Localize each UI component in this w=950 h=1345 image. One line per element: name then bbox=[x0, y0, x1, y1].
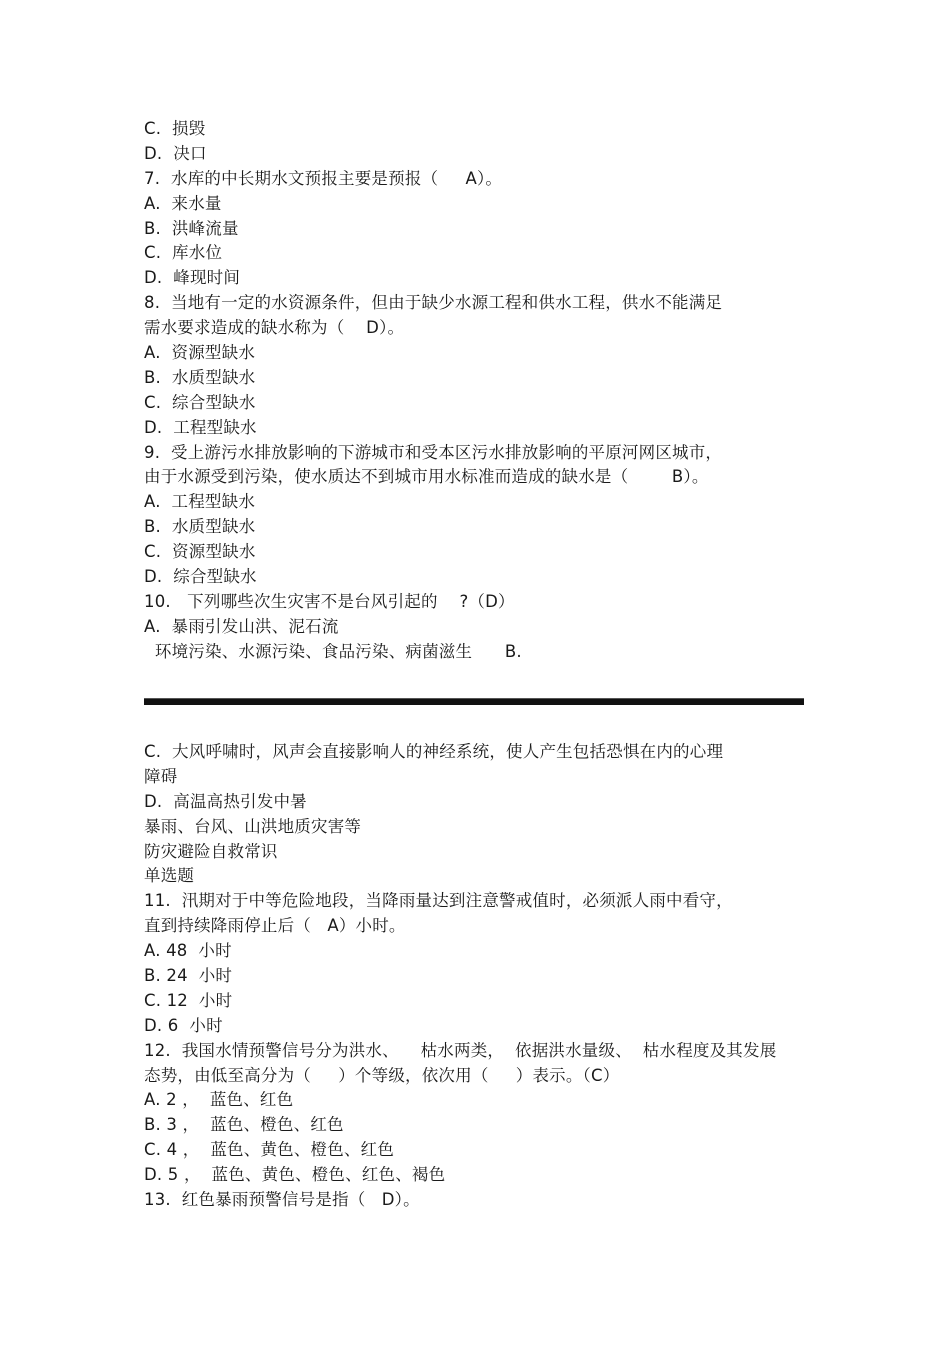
text-line: A. 来水量 bbox=[144, 193, 222, 213]
text-line: D. 5 ， 蓝色、黄色、橙色、红色、褐色 bbox=[144, 1165, 446, 1185]
text-line: D. 工程型缺水 bbox=[144, 417, 257, 437]
text-line: B. 洪峰流量 bbox=[144, 218, 239, 238]
text-line: 暴雨、台风、山洪地质灾害等 bbox=[144, 816, 362, 836]
text-line: 环境污染、水源污染、食品污染、病菌滋生 B. bbox=[144, 641, 522, 661]
text-line: C. 大风呼啸时，风声会直接影响人的神经系统，使人产生包括恐惧在内的心理 bbox=[144, 742, 724, 761]
text-line: C. 4 ， 蓝色、黄色、橙色、红色 bbox=[144, 1140, 395, 1160]
text-line: 12. 我国水情预警信号分为洪水、 枯水两类， 依据洪水量级、 枯水程度及其发展 bbox=[144, 1040, 777, 1060]
text-line: C. 资源型缺水 bbox=[144, 542, 256, 562]
text-line: 需水要求造成的缺水称为（ D）。 bbox=[144, 318, 405, 338]
question-block-upper bbox=[144, 117, 824, 665]
question-block-lower bbox=[144, 740, 824, 1213]
text-line: D. 决口 bbox=[144, 143, 207, 163]
text-line: 单选题 bbox=[144, 866, 195, 886]
text-line: A. 暴雨引发山洪、泥石流 bbox=[144, 616, 339, 636]
text-line: 11. 汛期对于中等危险地段，当降雨量达到注意警戒值时，必须派人雨中看守， bbox=[144, 891, 733, 911]
text-line: D. 峰现时间 bbox=[144, 268, 241, 288]
text-line: 7. 水库的中长期水文预报主要是预报（ A）。 bbox=[144, 168, 503, 188]
text-line: B. 3 ， 蓝色、橙色、红色 bbox=[144, 1115, 344, 1135]
text-line: 13. 红色暴雨预警信号是指（ D）。 bbox=[144, 1190, 420, 1210]
text-line: A. 工程型缺水 bbox=[144, 492, 256, 512]
page-divider bbox=[144, 698, 804, 705]
text-line: 由于水源受到污染，使水质达不到城市用水标准而造成的缺水是（ B）。 bbox=[144, 467, 709, 487]
text-line: 8. 当地有一定的水资源条件，但由于缺少水源工程和供水工程，供水不能满足 bbox=[144, 293, 723, 313]
text-line: 10. 下列哪些次生灾害不是台风引起的 ?（D） bbox=[144, 591, 515, 611]
text-line: C. 库水位 bbox=[144, 243, 223, 263]
text-line: D. 综合型缺水 bbox=[144, 567, 257, 587]
text-line: A. 48 小时 bbox=[144, 941, 232, 961]
text-line: A. 资源型缺水 bbox=[144, 343, 256, 363]
text-line: B. 水质型缺水 bbox=[144, 517, 256, 537]
text-line: C. 损毁 bbox=[144, 119, 206, 138]
text-line: D. 6 小时 bbox=[144, 1015, 223, 1035]
text-line: 防灾避险自救常识 bbox=[144, 841, 278, 861]
text-line: B. 24 小时 bbox=[144, 966, 233, 986]
text-line: C. 12 小时 bbox=[144, 990, 233, 1010]
text-line: B. 水质型缺水 bbox=[144, 367, 256, 387]
text-line: 直到持续降雨停止后（ A）小时。 bbox=[144, 916, 406, 936]
text-line: A. 2 ， 蓝色、红色 bbox=[144, 1090, 294, 1110]
text-line: 障碍 bbox=[144, 766, 178, 786]
text-line: 态势，由低至高分为（ ）个等级，依次用（ ）表示。（C） bbox=[144, 1065, 620, 1085]
text-line: D. 高温高热引发中暑 bbox=[144, 791, 307, 811]
text-line: 9. 受上游污水排放影响的下游城市和受本区污水排放影响的平原河网区城市， bbox=[144, 442, 723, 462]
text-line: C. 综合型缺水 bbox=[144, 392, 256, 412]
